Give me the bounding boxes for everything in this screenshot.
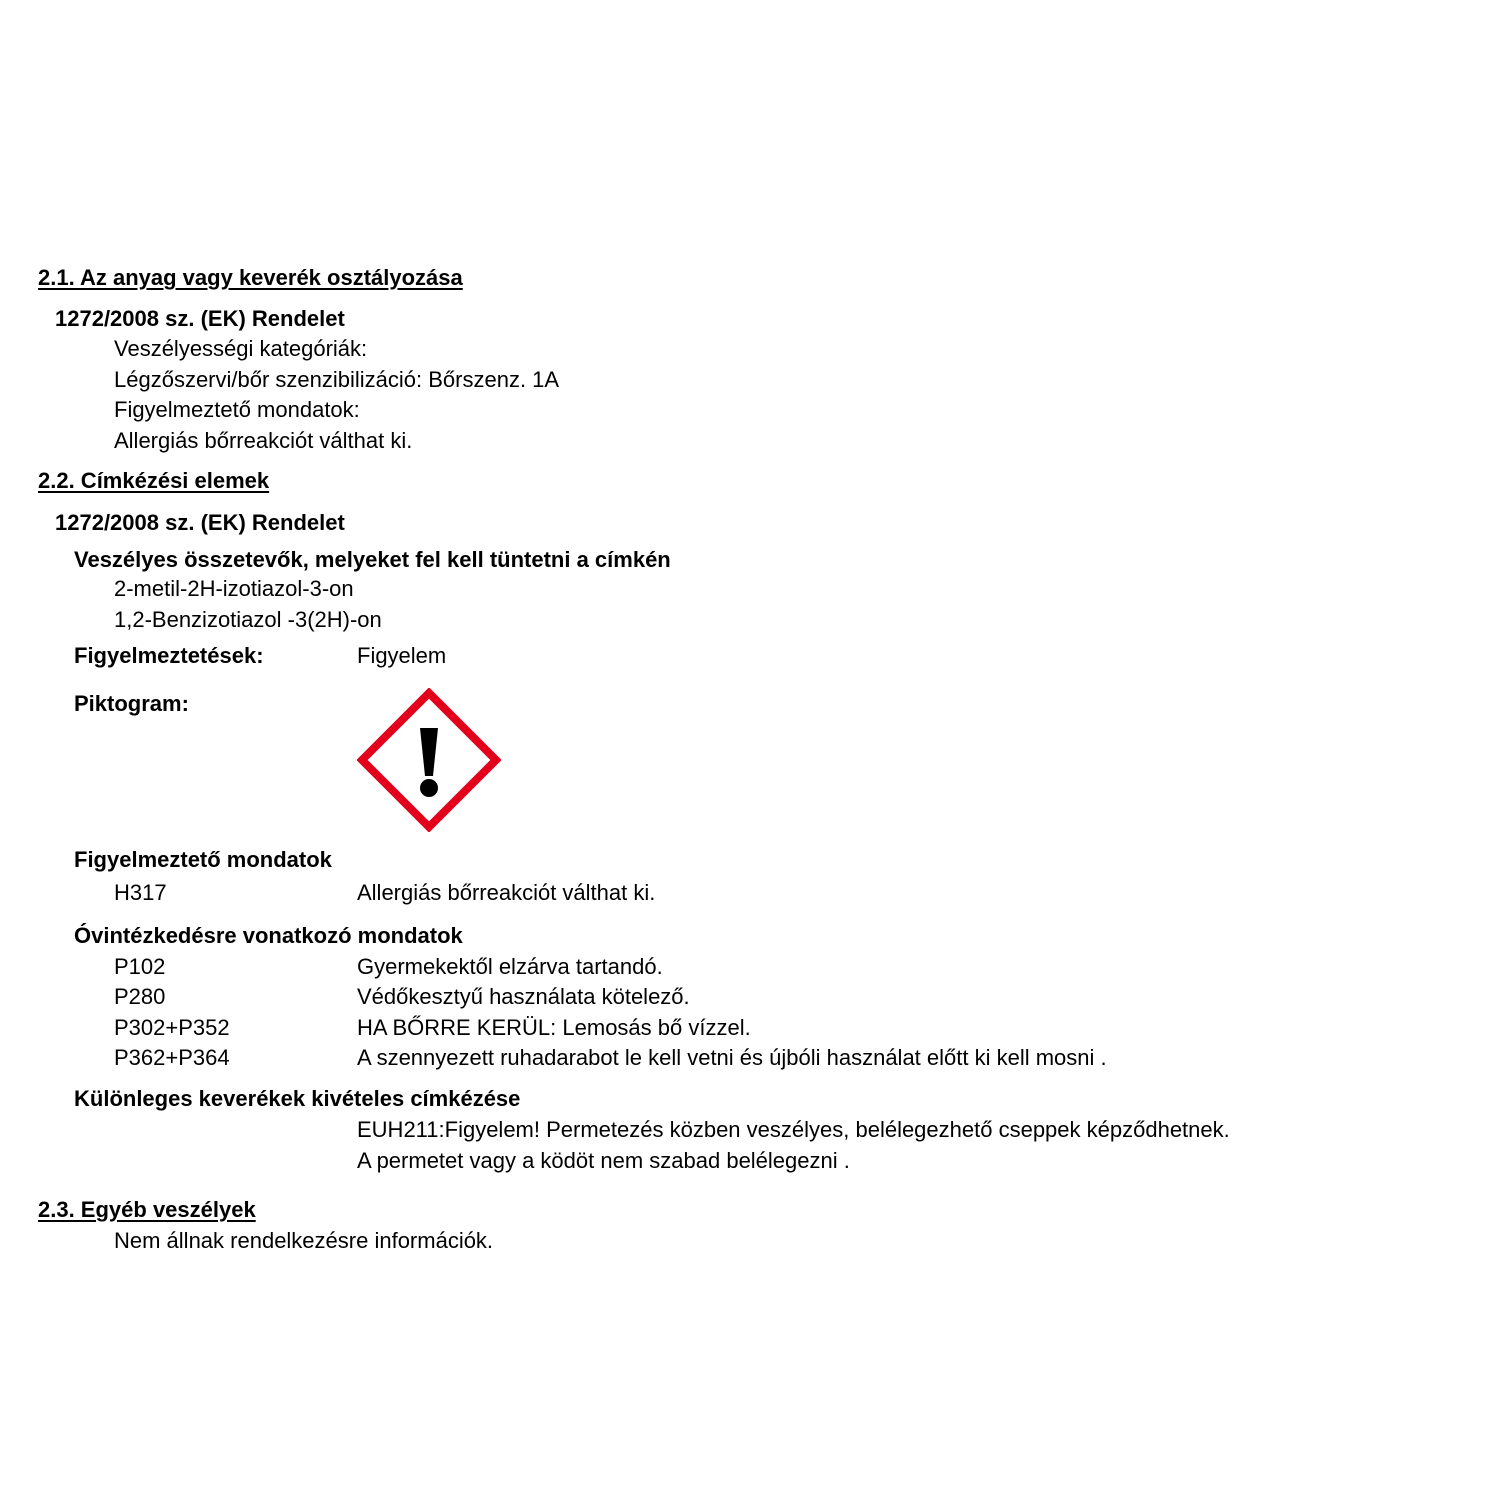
- ghs07-exclamation-mark-icon: [357, 688, 501, 832]
- section-2-1-heading: 2.1. Az anyag vagy keverék osztályozása: [38, 265, 463, 290]
- hazard-statements-heading: Figyelmeztető mondatok: [74, 847, 332, 872]
- warning-statement-text: Allergiás bőrreakciót válthat ki.: [114, 428, 413, 453]
- precaution-text: A szennyezett ruhadarabot le kell vetni és újbóli használat előtt ki kell mosni .: [357, 1045, 1107, 1070]
- pictogram-label: Piktogram:: [74, 691, 189, 716]
- special-labelling-text: EUH211:Figyelem! Permetezés közben veszélyes, belélegezhető cseppek képződhetnek.: [357, 1117, 1230, 1142]
- precaution-text: Gyermekektől elzárva tartandó.: [357, 954, 663, 979]
- special-labelling-heading: Különleges keverékek kivételes címkézése: [74, 1086, 521, 1111]
- precautionary-heading: Óvintézkedésre vonatkozó mondatok: [74, 923, 463, 948]
- hazard-categories-label: Veszélyességi kategóriák:: [114, 336, 368, 361]
- signal-word-label: Figyelmeztetések:: [74, 643, 264, 668]
- sensitisation-classification: Légzőszervi/bőr szenzibilizáció: Bőrszenz. 1A: [114, 367, 560, 392]
- hazard-code: H317: [114, 880, 167, 905]
- section-2-1-regulation: 1272/2008 sz. (EK) Rendelet: [55, 306, 345, 331]
- precaution-text: HA BŐRRE KERÜL: Lemosás bő vízzel.: [357, 1015, 751, 1040]
- signal-word-value: Figyelem: [357, 643, 447, 668]
- section-2-2-regulation: 1272/2008 sz. (EK) Rendelet: [55, 510, 345, 535]
- precaution-code: P302+P352: [114, 1015, 230, 1040]
- section-2-2-heading: 2.2. Címkézési elemek: [38, 468, 270, 493]
- ingredient-item: 1,2-Benzizotiazol -3(2H)-on: [114, 607, 382, 632]
- precaution-code: P102: [114, 954, 166, 979]
- ingredient-item: 2-metil-2H-izotiazol-3-on: [114, 576, 354, 601]
- precaution-text: Védőkesztyű használata kötelező.: [357, 984, 690, 1009]
- special-labelling-text: A permetet vagy a ködöt nem szabad belélegezni .: [357, 1148, 850, 1173]
- ingredients-heading: Veszélyes összetevők, melyeket fel kell tüntetni a címkén: [74, 547, 671, 572]
- other-hazards-text: Nem állnak rendelkezésre információk.: [114, 1228, 494, 1253]
- section-2-3-heading: 2.3. Egyéb veszélyek: [38, 1197, 256, 1222]
- hazard-text: Allergiás bőrreakciót válthat ki.: [357, 880, 656, 905]
- precaution-code: P280: [114, 984, 166, 1009]
- warning-statements-label: Figyelmeztető mondatok:: [114, 397, 360, 422]
- precaution-code: P362+P364: [114, 1045, 230, 1070]
